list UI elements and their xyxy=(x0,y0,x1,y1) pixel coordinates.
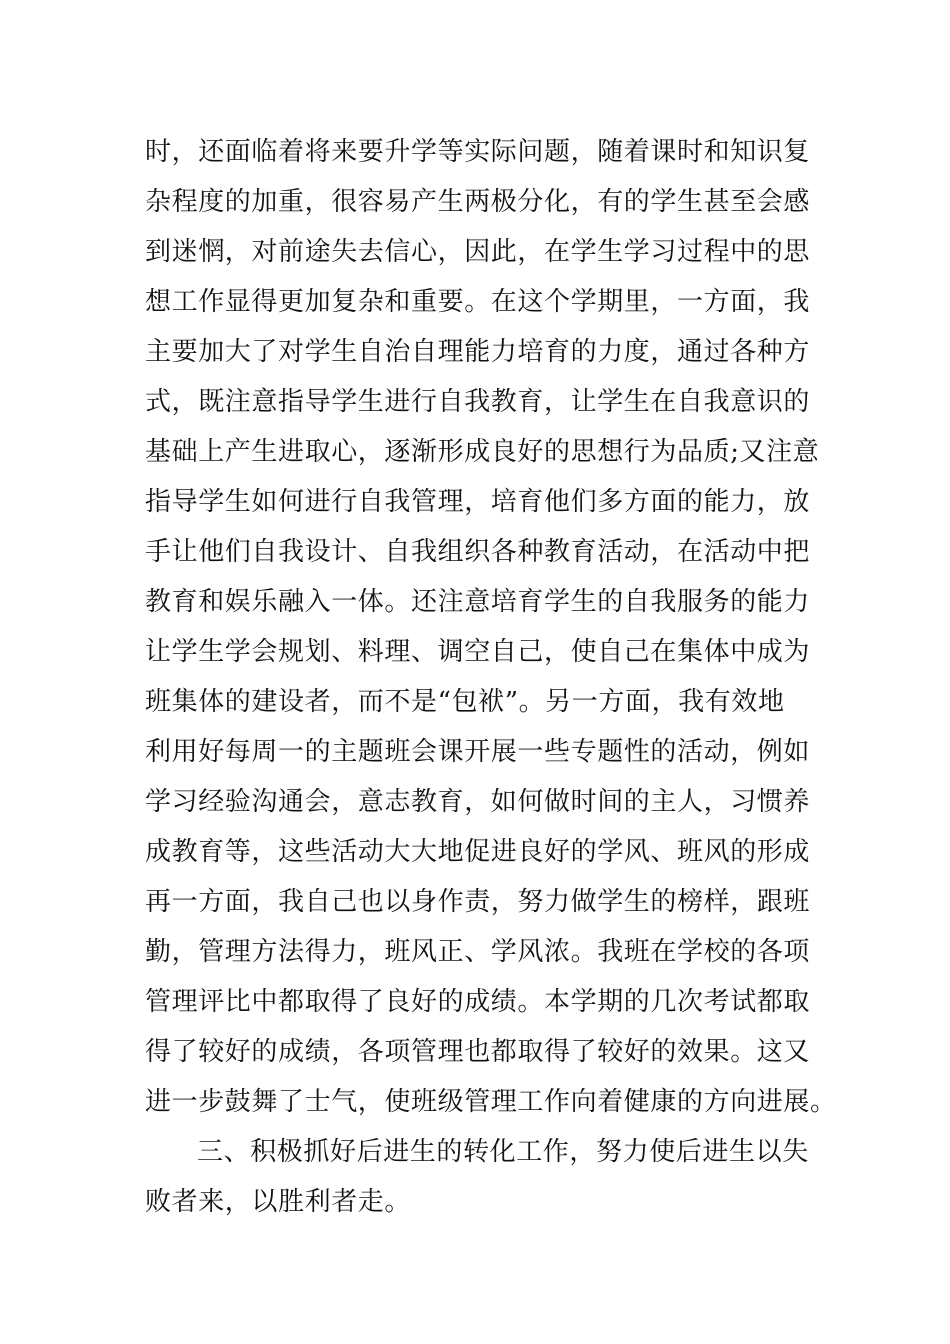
text-line: 想工作显得更加复杂和重要。在这个学期里，一方面，我 xyxy=(145,287,811,317)
text-line: 进一步鼓舞了士气，使班级管理工作向着健康的方向进展。 xyxy=(145,1087,837,1117)
text-line: 成教育等，这些活动大大地促进良好的学风、班风的形成 xyxy=(145,837,811,867)
text-line: 让学生学会规划、料理、调空自己，使自己在集体中成为 xyxy=(145,637,811,667)
text-line: 式，既注意指导学生进行自我教育，让学生在自我意识的 xyxy=(145,387,811,417)
text-line: 指导学生如何进行自我管理，培育他们多方面的能力，放 xyxy=(145,487,811,517)
text-line: 管理评比中都取得了良好的成绩。本学期的几次考试都取 xyxy=(145,987,811,1017)
text-line: 得了较好的成绩，各项管理也都取得了较好的效果。这又 xyxy=(145,1037,811,1067)
text-line: 教育和娱乐融入一体。还注意培育学生的自我服务的能力 xyxy=(145,587,811,617)
text-line: 主要加大了对学生自治自理能力培育的力度，通过各种方 xyxy=(145,337,811,367)
text-line: 时，还面临着将来要升学等实际问题，随着课时和知识复 xyxy=(145,137,811,167)
text-line: 基础上产生进取心，逐渐形成良好的思想行为品质;又注意 xyxy=(145,437,820,467)
text-line: 利用好每周一的主题班会课开展一些专题性的活动，例如 xyxy=(145,737,811,767)
section-heading-line: 三、积极抓好后进生的转化工作，努力使后进生以失 xyxy=(197,1137,809,1167)
text-line: 再一方面，我自己也以身作责，努力做学生的榜样，跟班 xyxy=(145,887,811,917)
text-line: 勤，管理方法得力，班风正、学风浓。我班在学校的各项 xyxy=(145,937,811,967)
text-line: 班集体的建设者，而不是“包袱”。另一方面，我有效地 xyxy=(145,687,785,717)
text-line: 败者来，以胜利者走。 xyxy=(145,1187,412,1217)
text-line: 到迷惘，对前途失去信心，因此，在学生学习过程中的思 xyxy=(145,237,811,267)
text-line: 手让他们自我设计、自我组织各种教育活动，在活动中把 xyxy=(145,537,811,567)
text-line: 杂程度的加重，很容易产生两极分化，有的学生甚至会感 xyxy=(145,187,811,217)
body-text xyxy=(145,127,837,1227)
text-line: 学习经验沟通会，意志教育，如何做时间的主人，习惯养 xyxy=(145,787,811,817)
